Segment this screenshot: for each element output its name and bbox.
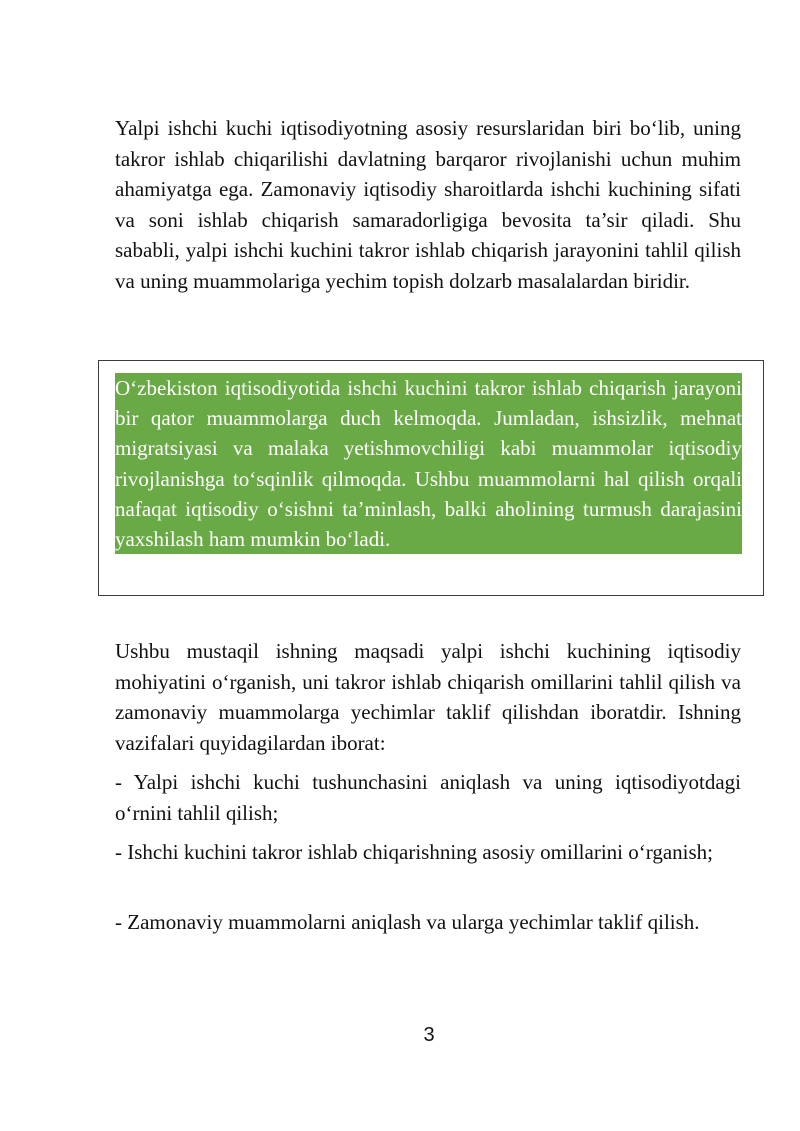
- page-number: 3: [423, 1024, 435, 1046]
- task-list-item: - Zamonaviy muammolarni aniqlash va ularga yechimlar taklif qilish.: [115, 910, 700, 934]
- highlighted-paragraph: O‘zbekiston iqtisodiyotida ishchi kuchini takror ishlab chiqarish jarayoni bir qator muammolarga duch kelmoqda. Jumladan, ishsizlik, mehnat migratsiyasi va malaka yetishmovchiligi kabi muammolar iqtisodiy rivojlanishga to‘sqinlik qilmoqda. Ushbu muammolarni hal qilish orqali nafaqat iqtisodiy o‘sishni ta’minlash, balki aholining turmush darajasini yaxshilash ham mumkin bo‘ladi.: [115, 373, 742, 554]
- task-list-item: - Ishchi kuchini takror ishlab chiqarishning asosiy omillarini o‘rganish;: [115, 840, 714, 864]
- task-list-item: - Yalpi ishchi kuchi tushunchasini aniqlash va uning iqtisodiyotdagi o‘rnini tahlil qilish;: [115, 770, 741, 825]
- goal-paragraph: Ushbu mustaqil ishning maqsadi yalpi ishchi kuchining iqtisodiy mohiyatini o‘rganish, uni takror ishlab chiqarish omillarini tahlil qilish va zamonaviy muammolarga yechimlar taklif qilishdan iboratdir. Ishning vazifalari quyidagilardan iborat:: [115, 639, 741, 755]
- intro-paragraph: Yalpi ishchi kuchi iqtisodiyotning asosiy resurslaridan biri bo‘lib, uning takror ishlab chiqarilishi davlatning barqaror rivojlanishi uchun muhim ahamiyatga ega. Zamonaviy iqtisodiy sharoitlarda ishchi kuchining sifati va soni ishlab chiqarish samaradorligiga bevosita ta’sir qiladi. Shu sababli, yalpi ishchi kuchini takror ishlab chiqarish jarayonini tahlil qilish va uning muammolariga yechim topish dolzarb masalalardan biridir.: [115, 116, 741, 293]
